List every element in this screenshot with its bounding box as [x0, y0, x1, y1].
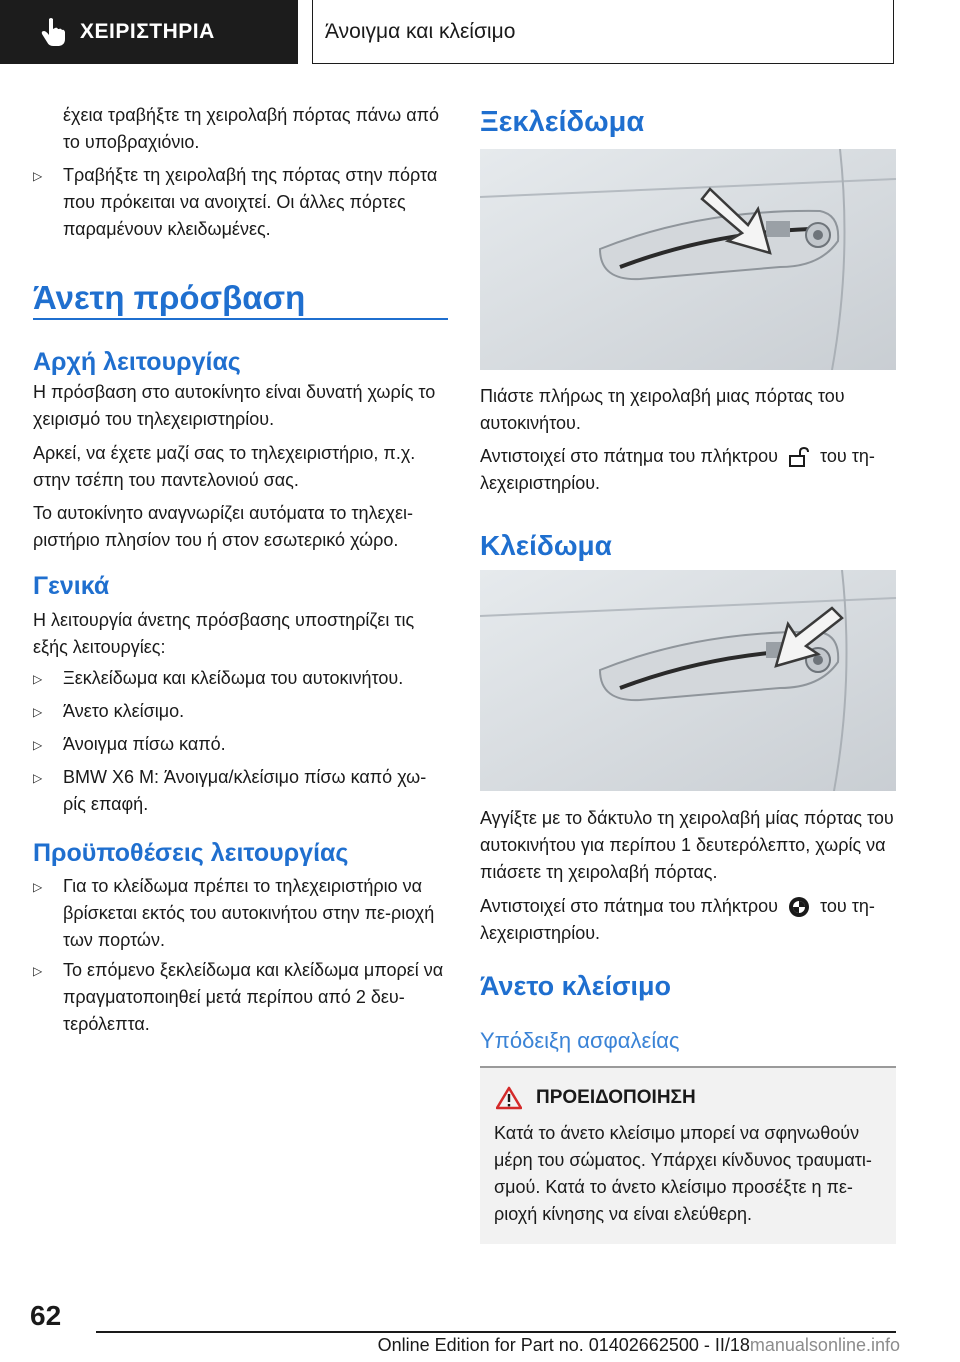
- list-item: ▷ Το επόμενο ξεκλείδωμα και κλείδωμα μπορεί να πραγματοποιηθεί μετά περίπου από 2 δευ-τερόλεπτα.: [33, 957, 448, 1038]
- general-paragraph: Η λειτουργία άνετης πρόσβασης υποστηρίζει τις εξής λειτουργίες:: [33, 610, 415, 657]
- heading-rule: [33, 318, 448, 320]
- lock-heading: Κλείδωμα: [480, 530, 612, 561]
- footer-rule: [96, 1331, 896, 1333]
- list-item: ▷ Ξεκλείδωμα και κλείδωμα του αυτοκινήτου.: [33, 665, 448, 693]
- list-item: ▷ Άνοιγμα πίσω καπό.: [33, 731, 448, 759]
- principle-paragraph-1: Η πρόσβαση στο αυτοκίνητο είναι δυνατή χωρίς το χειρισμό του τηλεχειριστηρίου.: [33, 382, 436, 429]
- safety-note-heading: Υπόδειξη ασφαλείας: [480, 1028, 680, 1053]
- footer-edition: [300, 1335, 900, 1356]
- bullet-triangle-icon: ▷: [33, 771, 43, 785]
- warning-text: Κατά το άνετο κλείσιμο μπορεί να σφηνωθούν μέρη του σώματος. Υπάρχει κίνδυνος τραυματι-σμού. Κατά το άνετο κλείσιμο προσέξτε η πε-ριοχή κίνησης να είναι ελεύθερη.: [494, 1123, 872, 1224]
- unlock-heading: Ξεκλείδωμα: [480, 106, 645, 138]
- bullet-triangle-icon: ▷: [33, 705, 43, 719]
- principle-paragraph-2: Αρκεί, να έχετε μαζί σας το τηλεχειριστήριο, π.χ. στην τσέπη του παντελονιού σας.: [33, 443, 416, 490]
- warning-triangle-icon: [496, 1086, 522, 1110]
- bullet-triangle-icon: ▷: [33, 964, 43, 978]
- manual-section-tab[interactable]: [0, 0, 298, 64]
- list-item: ▷ BMW X6 M: Άνοιγμα/κλείσιμο πίσω καπό χω-ρίς επαφή.: [33, 764, 448, 818]
- comfort-close-heading: Άνετο κλείσιμο: [480, 971, 671, 1001]
- manual-label: ΧΕΙΡΙΣΤΗΡΙΑ: [80, 20, 215, 43]
- bullet-triangle-icon: ▷: [33, 672, 43, 686]
- chapter-label: Άνοιγμα και κλείσιμο: [325, 19, 516, 43]
- comfort-access-heading: Άνετη πρόσβαση: [33, 279, 306, 316]
- intro-continuation: έχεια τραβήξτε τη χειρολαβή πόρτας πάνω από το υποβραχιόνιο.: [63, 105, 440, 152]
- principle-paragraph-3: Το αυτοκίνητο αναγνωρίζει αυτόματα το τηλεχει-ριστήριο πλησίον του ή στον εσωτερικό χώρο.: [33, 503, 413, 550]
- chapter-tab[interactable]: [312, 0, 894, 64]
- unlock-padlock-icon: [788, 447, 810, 467]
- prerequisites-heading: Προϋποθέσεις λειτουργίας: [33, 839, 349, 867]
- page-number: 62: [30, 1300, 62, 1331]
- bullet-triangle-icon: ▷: [33, 169, 43, 183]
- list-item: ▷ Τραβήξτε τη χειρολαβή της πόρτας στην πόρτα που πρόκειται να ανοιχτεί. Οι άλλες πόρτες παραμένουν κλειδωμένες.: [33, 162, 448, 243]
- lock-paragraph-2: Αντιστοιχεί στο πάτημα του πλήκτρου του τη- λεχειριστηρίου.: [480, 896, 875, 943]
- warning-box: [480, 1066, 896, 1244]
- watermark-text: manualsonline.info: [749, 1335, 900, 1355]
- list-item: ▷ Για το κλείδωμα πρέπει το τηλεχειριστήριο να βρίσκεται εκτός του αυτοκινήτου στην πε-ριοχή των πορτών.: [33, 873, 448, 954]
- warning-title: ΠΡΟΕΙΔΟΠΟΙΗΣΗ: [536, 1087, 696, 1108]
- page-header: [0, 0, 960, 66]
- unlock-paragraph-1: Πιάστε πλήρως τη χειρολαβή μιας πόρτας του αυτοκινήτου.: [480, 386, 845, 433]
- general-heading: Γενικά: [33, 572, 110, 600]
- list-item: ▷ Άνετο κλείσιμο.: [33, 698, 448, 726]
- bullet-triangle-icon: ▷: [33, 738, 43, 752]
- door-handle-touch-illustration: [480, 570, 896, 791]
- door-handle-unlock-figure: [480, 149, 896, 370]
- hand-pointer-icon: [40, 17, 66, 47]
- principle-heading: Αρχή λειτουργίας: [33, 348, 241, 376]
- bmw-logo-button-icon: [788, 896, 810, 918]
- warning-header: [496, 1086, 882, 1110]
- lock-paragraph-1: Αγγίξτε με το δάκτυλο τη χειρολαβή μίας πόρτας του αυτοκινήτου για περίπου 1 δευτερόλεπτο, χωρίς να πιάσετε τη χειρολαβή πόρτας.: [480, 808, 894, 882]
- edition-text: Online Edition for Part no. 01402662500 - II/18: [377, 1335, 750, 1355]
- bullet-triangle-icon: ▷: [33, 880, 43, 894]
- door-handle-grip-illustration: [480, 149, 896, 370]
- unlock-paragraph-2: Αντιστοιχεί στο πάτημα του πλήκτρου του τη- λεχειριστηρίου.: [480, 446, 875, 493]
- door-handle-lock-figure: [480, 570, 896, 791]
